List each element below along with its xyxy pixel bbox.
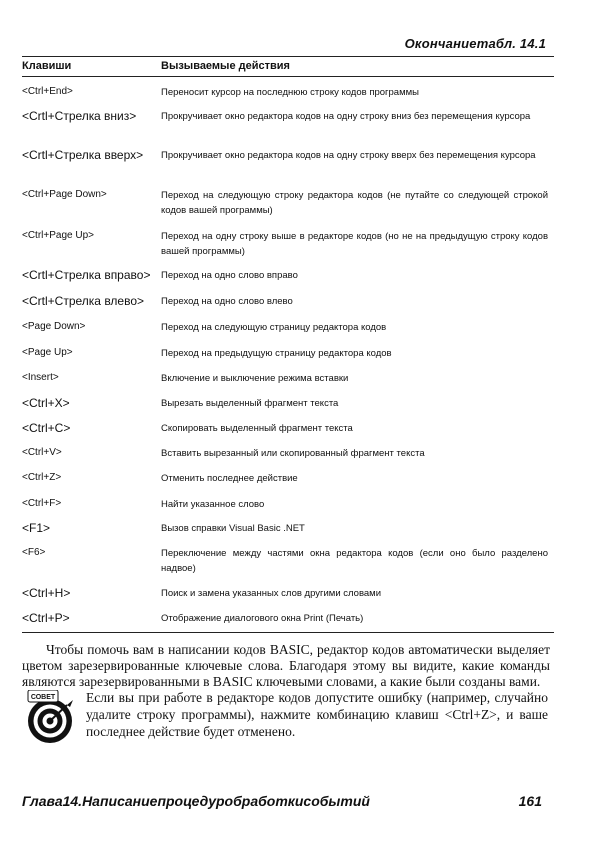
action-cell: Отображение диалогового окна Print (Печать)	[161, 613, 364, 624]
key-cell: <F1>	[22, 521, 51, 535]
action-cell: Переход на одно слово влево	[161, 296, 293, 307]
key-cell: <Crtl+Стрелка влево>	[22, 294, 145, 308]
key-cell: <Page Down>	[22, 321, 86, 332]
action-cell: Переносит курсор на последнюю строку кодов программы	[161, 87, 419, 98]
header-actions: Вызываемые действия	[161, 60, 290, 72]
footer-chapter-title: Глава14.Написаниепроцедуробработкисобытий	[22, 793, 370, 809]
key-cell: <Crtl+Стрелкa вниз>	[22, 109, 137, 123]
action-cell: Переход на предыдущую страницу редактора кодов	[161, 348, 392, 359]
action-cell: Вырезать выделенный фрагмент текста	[161, 398, 339, 409]
tip-text: Если вы при работе в редакторе кодов допустите ошибку (например, случайно удалите строку программы), нажмите комбинацию клавиш <Ctrl+Z>, и ваше последнее действие будет отменено.	[86, 690, 548, 739]
key-cell: <Crtl+Стрелка вверх>	[22, 148, 144, 162]
key-cell: <Ctrl+X>	[22, 396, 70, 410]
table-caption: Окончаниетабл. 14.1	[404, 36, 546, 51]
body-paragraph: Чтобы помочь вам в написании кодов BASIC, редактор кодов автоматически выделяет цветом зарезервированные ключевые слова. Благодаря этому вы видите, какие команды являются зарезервированными в BASIC ключевыми словами, а какие были созданы вами.	[22, 642, 550, 689]
action-cell: Переключение между частями окна редактора кодов (если оно было разделено надвое)	[161, 548, 548, 574]
action-cell: Найти указанное слово	[161, 499, 265, 510]
key-cell: <Ctrl+C>	[22, 421, 71, 435]
action-cell: Переход на следующую страницу редактора кодов	[161, 322, 387, 333]
key-cell: <Ctrl+Page Up>	[22, 230, 94, 241]
footer-page-number: 161	[518, 793, 542, 809]
action-cell: Включение и выключение режима вставки	[161, 373, 349, 384]
action-cell: Переход на следующую строку редактора кодов (не путайте со следующей строкой кодов вашей программы)	[161, 190, 548, 216]
key-cell: <F6>	[22, 547, 46, 558]
key-cell: <Ctrl+End>	[22, 86, 73, 97]
table-top-rule	[22, 56, 554, 57]
key-cell: <Ctrl+V>	[22, 447, 62, 458]
tip-target-icon	[24, 690, 76, 746]
action-cell: Скопировать выделенный фрагмент текста	[161, 423, 353, 434]
key-cell: <Crtl+Стрелка вправо>	[22, 268, 151, 282]
key-cell: <Ctrl+Z>	[22, 472, 62, 483]
key-cell: <Page Up>	[22, 347, 73, 358]
key-cell: <Ctrl+Page Down>	[22, 189, 107, 200]
action-cell: Переход на одну строку выше в редакторе кодов (но не на предыдущую строку кодов вашей программы)	[161, 231, 548, 257]
action-cell: Прокручивает окно редактора кодов на одну строку вниз без перемещения курсора	[161, 111, 531, 122]
key-cell: <Ctrl+F>	[22, 498, 62, 509]
tip-icon-label: СОВЕТ	[30, 694, 56, 701]
key-cell: <Ctrl+P>	[22, 611, 70, 625]
table-header-rule	[22, 76, 554, 77]
action-cell: Поиск и замена указанных слов другими словами	[161, 588, 382, 599]
header-keys: Клавиши	[22, 60, 72, 72]
key-cell: <Insert>	[22, 372, 59, 383]
action-cell: Прокручивает окно редактора кодов на одну строку вверх без перемещения курсора	[161, 150, 536, 161]
action-cell: Отменить последнее действие	[161, 473, 298, 484]
key-cell: <Ctrl+H>	[22, 586, 71, 600]
action-cell: Переход на одно слово вправо	[161, 270, 298, 281]
action-cell: Вызов справки Visual Basic .NET	[161, 523, 305, 534]
table-bottom-rule	[22, 632, 554, 633]
action-cell: Вставить вырезанный или скопированный фрагмент текста	[161, 448, 425, 459]
